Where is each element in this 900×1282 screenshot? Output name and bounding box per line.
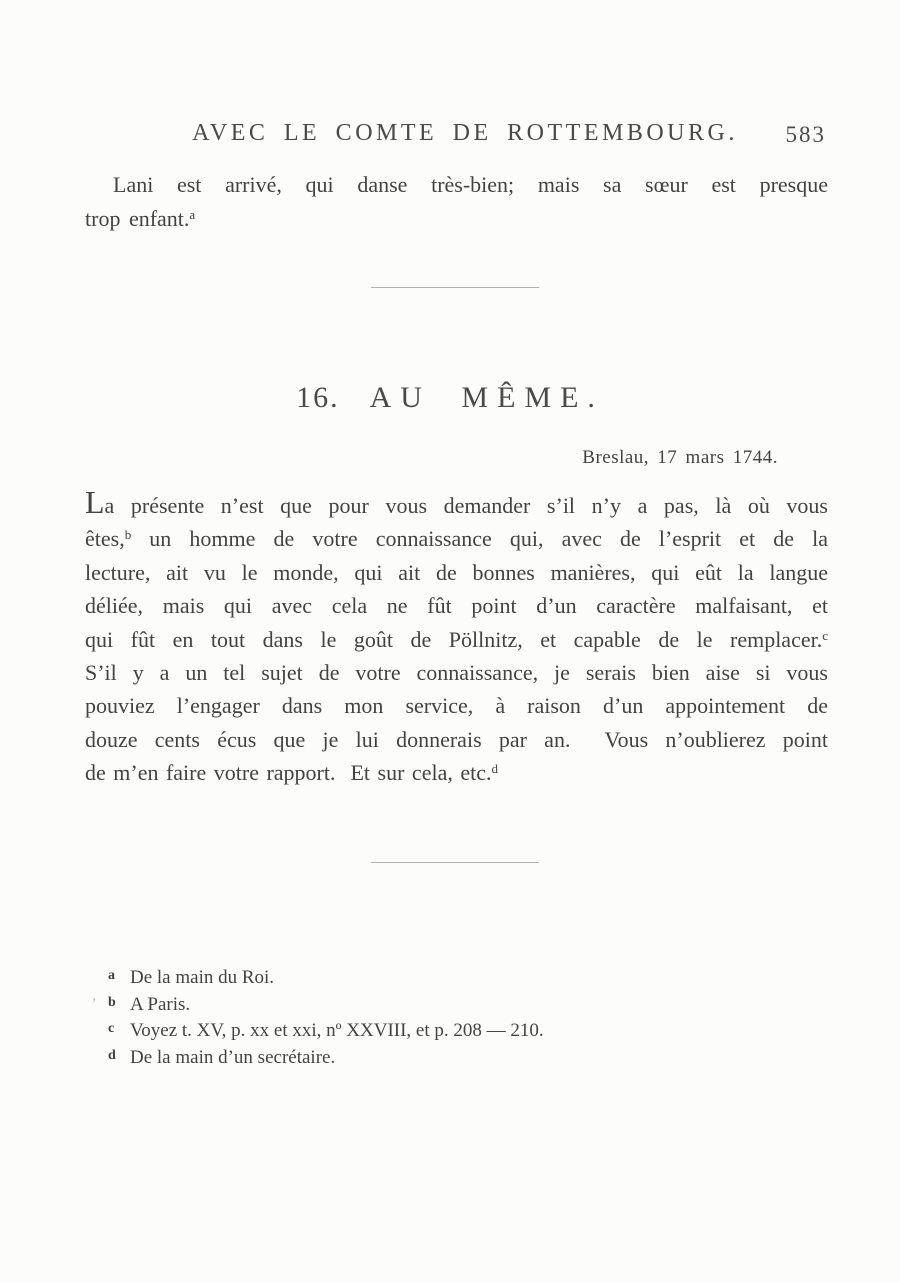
letter-heading — [0, 381, 900, 415]
letter-dateline: Breslau, 17 mars 1744. — [582, 447, 778, 468]
body-line-2 — [85, 522, 828, 555]
footnote-a-text: De la main du Roi. — [130, 967, 275, 988]
body-line-5-text: qui fût en tout dans le goût de Pöllnitz, et capable de le remplacer. — [85, 626, 823, 652]
body-line-9 — [85, 756, 828, 789]
body-line-1 — [85, 484, 828, 522]
margin-artifact: ’ — [92, 995, 97, 1010]
page-number: 583 — [785, 122, 826, 147]
footnote-d-marker: d — [108, 1047, 116, 1063]
body-line-5 — [85, 623, 828, 656]
body-line-8: douze cents écus que je lui donnerais par an. Vous n’oublierez point — [85, 726, 828, 752]
footnote-a — [108, 966, 818, 993]
footnote-d-text: De la main d’un secrétaire. — [130, 1046, 336, 1068]
letter-body — [85, 484, 828, 790]
initial-capital: L — [85, 484, 105, 520]
body-line-1-text: a présente n’est que pour vous demander s’il n’y a pas, là où vous — [104, 493, 828, 518]
footnote-b — [108, 993, 818, 1020]
footnotes — [92, 966, 818, 1072]
footnote-ref-c: c — [822, 627, 828, 643]
letter-title: AU MÊME. — [369, 381, 604, 414]
footnote-ref-d: d — [491, 761, 498, 777]
body-line-7: pouviez l’engager dans mon service, à raison d’un appointement de — [85, 693, 828, 719]
footnote-b-text: A Paris. — [130, 993, 191, 1015]
body-line-4: déliée, mais qui avec cela ne fût point d’un caractère malfaisant, et — [85, 593, 828, 619]
intro-line-2-text: trop enfant. — [85, 206, 190, 231]
footnote-a-marker: a — [108, 968, 115, 983]
footnote-c — [108, 1019, 818, 1046]
body-line-2-pre: êtes, — [85, 526, 125, 552]
footnote-c-text: Voyez t. XV, p. xx et xxi, nº XXVIII, et p. 208 — 210. — [130, 1020, 544, 1041]
running-header-title: AVEC LE COMTE DE ROTTEMBOURG. — [192, 120, 738, 146]
footnote-divider — [371, 862, 539, 863]
footnote-c-marker: c — [108, 1021, 115, 1036]
footnote-ref-a: a — [189, 207, 196, 222]
section-divider-top — [371, 287, 539, 288]
footnote-d — [108, 1046, 818, 1073]
body-line-2-text: un homme de votre connaissance qui, avec de l’esprit et de la — [131, 526, 828, 552]
body-line-6: S’il y a un tel sujet de votre connaissance, je serais bien aise si vous — [85, 660, 828, 686]
body-line-9-text: de m’en faire votre rapport. Et sur cela, etc. — [85, 760, 492, 786]
body-line-3: lecture, ait vu le monde, qui ait de bonnes manières, qui eût la langue — [85, 559, 828, 585]
footnote-ref-b: b — [124, 527, 132, 543]
intro-line-1: Lani est arrivé, qui danse très-bien; mais sa sœur est presque — [113, 172, 828, 197]
footnote-b-marker: b — [108, 994, 116, 1010]
letter-number: 16. — [296, 381, 340, 414]
intro-line-2 — [85, 202, 828, 236]
intro-paragraph — [85, 168, 828, 236]
